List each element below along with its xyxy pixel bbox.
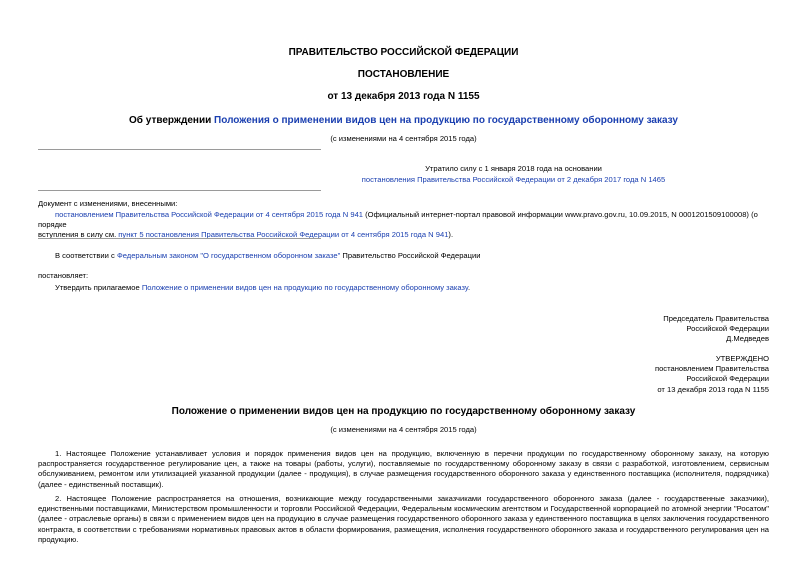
preamble	[55, 251, 480, 261]
approve-prefix: Утвердить прилагаемое	[55, 283, 142, 292]
document-date: от 13 декабря 2013 года N 1155	[327, 91, 480, 102]
title-prefix: Об утверждении	[129, 115, 215, 126]
document-title	[0, 115, 807, 126]
regulation-paragraph-2: 2. Настоящее Положение распространяется на отношения, возникающие между государственными заказчиками государственного оборонного заказа (далее - государственные заказчики), единственными поставщиками, Министерством промышленности и торговли Российской Федерации, Федеральным космическим агентством и Государственной корпорацией по атомной энергии "Росатом" (далее - отраслевые органы) в связи с применением видов цен на продукцию в случае размещения государственного оборонного заказа у единственного поставщика в целях заключения государственного контракта, в соответствии с требованиями нормативных правовых актов в области формирования, размещения, исполнения государственного оборонного заказа и государственного регулирования цен на продукцию.	[38, 494, 769, 544]
government-heading: ПРАВИТЕЛЬСТВО РОССИЙСКОЙ ФЕДЕРАЦИИ	[288, 47, 519, 58]
signature-country: Российской Федерации	[686, 324, 769, 334]
regulation-title: Положение о применении видов цен на продукцию по государственному оборонному заказу	[171, 406, 636, 417]
divider	[38, 238, 321, 239]
amendments-text	[38, 210, 774, 241]
amendment-effective-text: вступления в силу см.	[38, 230, 119, 240]
divider	[38, 149, 321, 150]
expired-line: Утратило силу с 1 января 2018 года на основании	[425, 164, 602, 173]
expired-reference	[110, 175, 807, 185]
signature-position: Председатель Правительства	[663, 314, 769, 323]
approved-label: УТВЕРЖДЕНО	[715, 354, 769, 363]
regulation-paragraph-1: 1. Настоящее Положение устанавливает условия и порядок применения видов цен на продукцию, включенную в перечни продукции по государственному оборонному заказу, на которую распространяется государственное регулирование цен, а также на товары (работы, услуги), поставляемые по государственному оборонному заказу в связи с разработкой, изготовлением, сервисным обслуживанием, ремонтом или утилизацией указанной продукции (далее - продукция), в случае размещения государственного оборонного заказа у единственного поставщика (исполнителя, подрядчика) (далее - единственный поставщик).	[38, 449, 769, 489]
expired-decree-link[interactable]: постановления Правительства Российской Федерации от 2 декабря 2017 года N 1465	[361, 175, 666, 184]
amendment-clause-link[interactable]: пункт 5 постановления Правительства Российской Федерации от 4 сентября 2015 года N 941	[118, 230, 449, 240]
title-regulation-link[interactable]: Положения о применении видов цен на продукцию по государственному оборонному заказу	[214, 115, 678, 126]
approved-country: Российской Федерации	[686, 374, 769, 384]
amendment-end: ).	[448, 230, 454, 240]
amendment-decree-link[interactable]: постановлением Правительства Российской Федерации от 4 сентября 2015 года N 941	[55, 210, 364, 219]
divider	[38, 190, 321, 191]
resolves-text: постановляет:	[38, 271, 89, 280]
amendment-source: (Официальный интернет-портал правовой информации www.pravo.gov.ru, 10.09.2015, N 0001201509100008) (о порядке	[38, 210, 758, 230]
approved-block	[655, 354, 769, 395]
signature-block	[663, 314, 769, 345]
amendments-heading: Документ с изменениями, внесенными:	[38, 199, 178, 208]
document-type: ПОСТАНОВЛЕНИЕ	[357, 69, 450, 80]
approved-date: от 13 декабря 2013 года N 1155	[657, 384, 769, 394]
approve-paragraph	[55, 283, 470, 293]
approve-suffix: .	[467, 283, 471, 292]
federal-law-link[interactable]: Федеральным законом "О государственном оборонном заказе"	[116, 251, 341, 260]
approved-by: постановлением Правительства	[654, 364, 769, 374]
signature-name: Д.Медведев	[726, 334, 769, 344]
preamble-suffix: Правительство Российской Федерации	[340, 251, 481, 260]
preamble-prefix: В соответствии с	[55, 251, 117, 260]
approve-regulation-link[interactable]: Положение о применении видов цен на продукцию по государственному оборонному заказу	[141, 283, 468, 292]
regulation-changes-note: (с изменениями на 4 сентября 2015 года)	[330, 425, 477, 434]
changes-note: (с изменениями на 4 сентября 2015 года)	[330, 134, 477, 143]
